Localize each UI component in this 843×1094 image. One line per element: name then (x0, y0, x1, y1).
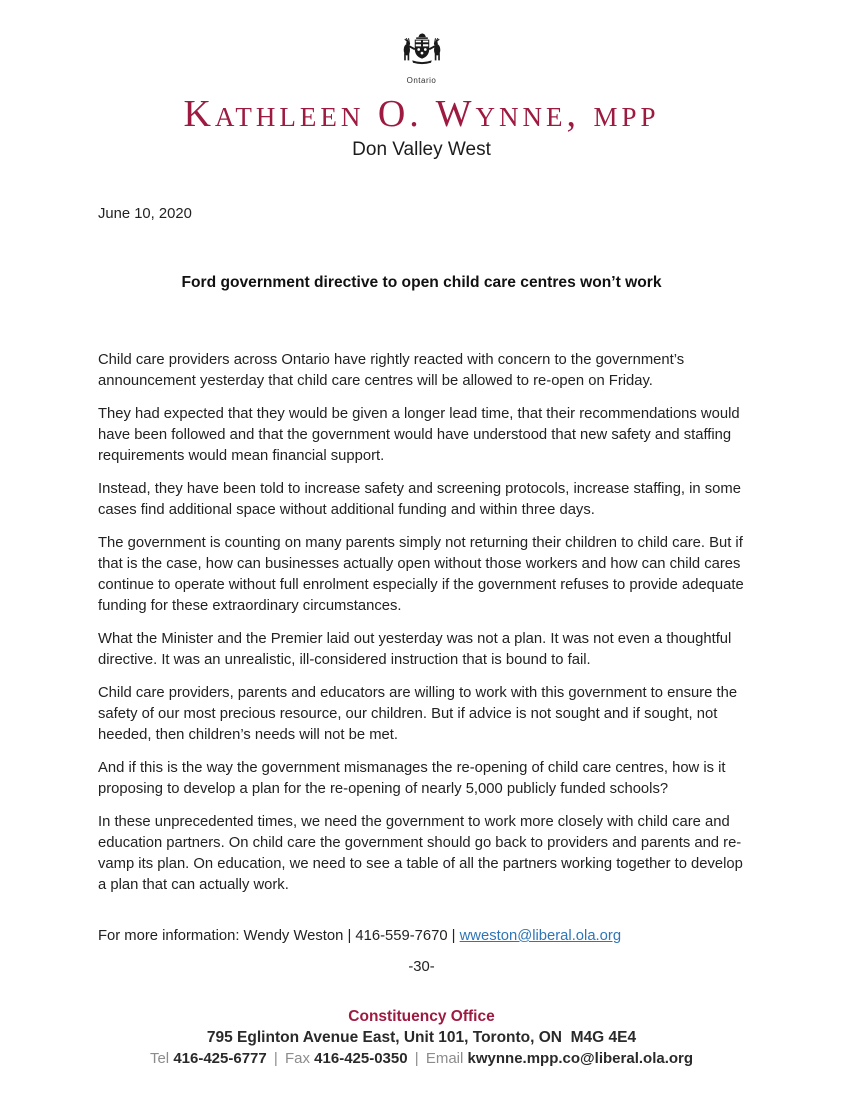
crest-label: Ontario (406, 76, 437, 85)
ontario-coat-of-arms (0, 32, 843, 85)
contact-line (98, 928, 745, 944)
mpp-name: Kathleen O. Wynne, mpp (183, 93, 660, 135)
paragraph-4: The government is counting on many parents simply not returning their children to child care. But if that is the case, how can businesses actually open without those workers and how can child cares continue to operate without full enrolment especially if the government refuses to provide adequate funding for these extraordinary circumstances. (98, 534, 744, 614)
office-title: Constituency Office (348, 1007, 495, 1025)
end-mark: -30- (408, 958, 435, 975)
paragraph-2: They had expected that they would be given a longer lead time, that their recommendations would have been followed and that the government would have understood that new safety and staffing requirements would mean financial support. (98, 405, 740, 464)
headline: Ford government directive to open child care centres won’t work (181, 273, 662, 291)
tel-label: Tel (149, 1049, 170, 1067)
email-label: Email (425, 1049, 464, 1067)
fax-number: 416-425-0350 (314, 1049, 408, 1067)
paragraph-3: Instead, they have been told to increase safety and screening protocols, increase staffing, in some cases find additional space without additional funding and within three days. (98, 480, 741, 518)
paragraph-7: And if this is the way the government mismanages the re-opening of child care centres, how is it proposing to develop a plan for the re-opening of nearly 5,000 publicly funded schools? (98, 759, 726, 797)
fax-label: Fax (284, 1049, 310, 1067)
coat-of-arms-icon (398, 32, 446, 76)
separator: | (414, 1049, 419, 1067)
tel-number: 416-425-6777 (173, 1049, 267, 1067)
paragraph-6: Child care providers, parents and educators are willing to work with this government to ensure the safety of our most precious resource, our children. But if advice is not sought and if sought, not heeded, then children’s needs will not be met. (98, 684, 738, 743)
office-email: kwynne.mpp.co@liberal.ola.org (467, 1049, 694, 1067)
riding-name: Don Valley West (352, 138, 491, 160)
letter-body (0, 206, 843, 975)
footer (0, 1007, 843, 1069)
office-address: 795 Eglinton Avenue East, Unit 101, Toronto, ON M4G 4E4 (206, 1028, 637, 1046)
separator: | (273, 1049, 278, 1067)
contact-details (0, 1049, 843, 1069)
contact-email-link[interactable]: wweston@liberal.ola.org (459, 927, 622, 944)
date: June 10, 2020 (98, 205, 192, 222)
paragraph-8: In these unprecedented times, we need the government to work more closely with child care and education partners. On child care the government should go back to providers and parents and re-vamp its plan. On education, we need to see a table of all the partners working together to develop a plan that can actually work. (98, 813, 743, 893)
paragraph-1: Child care providers across Ontario have rightly reacted with concern to the government’s announcement yesterday that child care centres will be allowed to re-open on Friday. (98, 351, 685, 389)
contact-text: For more information: Wendy Weston | 416-559-7670 | (98, 927, 460, 944)
letterhead (0, 0, 843, 161)
paragraph-5: What the Minister and the Premier laid out yesterday was not a plan. It was not even a thoughtful directive. It was an unrealistic, ill-considered instruction that is bound to fail. (98, 630, 732, 668)
body-paragraphs (98, 350, 745, 896)
